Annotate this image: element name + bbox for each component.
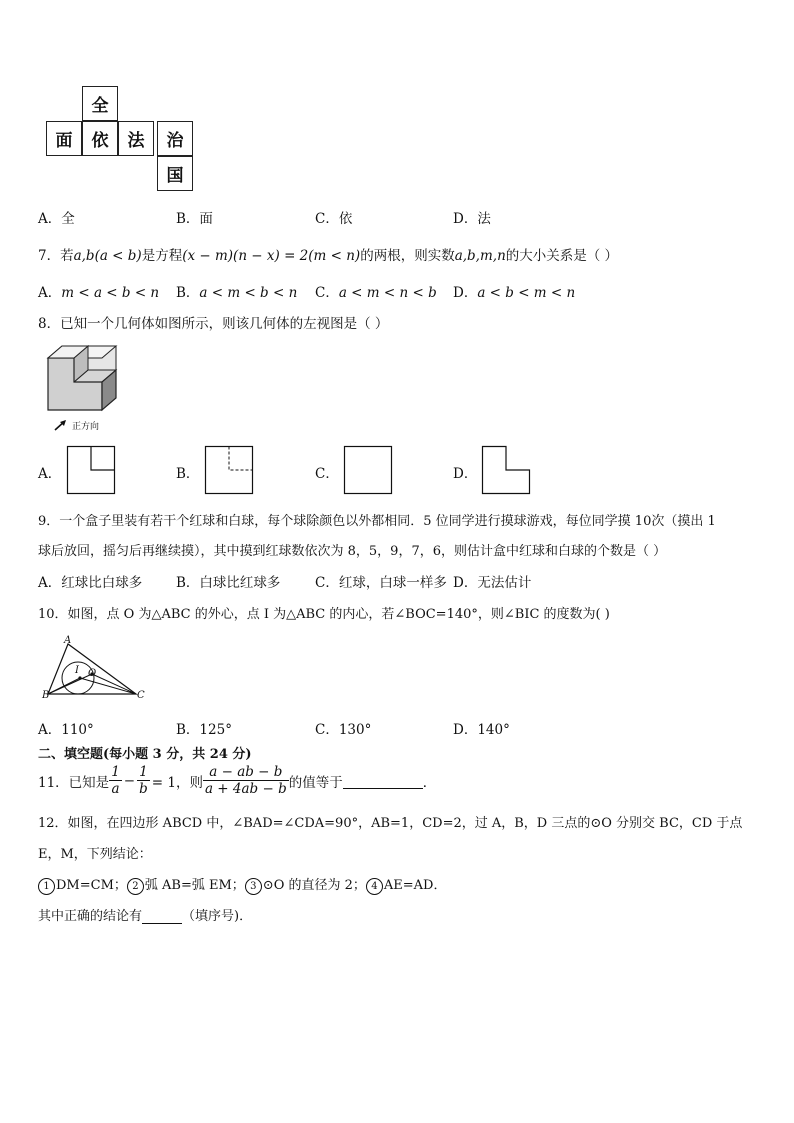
q12-c4-number: 4 [366,878,383,895]
q7-option-b [176,281,297,301]
q7-option-d [453,281,575,301]
q8-option-c-figure [344,446,392,494]
net-cell-guo: 国 [157,156,193,191]
q9-option-d: D．无法估计 [453,575,532,591]
q8-option-d-label: D． [453,466,478,482]
q11-suffix: 的值等于 [288,774,343,791]
q6-option-d: D．法 [453,211,491,227]
q7-option-d-expr: a < b < m < n [477,285,576,301]
q8-option-b-figure [205,446,253,494]
q12-conclusions [38,874,446,895]
q8-solid-figure [44,344,124,414]
q12-c1-text: DM=CM； [56,878,127,893]
q6-option-a: A．全 [38,211,75,227]
q11-minus: − [123,772,136,789]
q7-vars: a,b,m,n [454,248,506,264]
q7-ab: a,b [73,248,95,264]
q8-option-c-label: C． [315,466,339,482]
q11-frac-3-num: a − ab − b [203,764,289,781]
q8-option-a-label: A． [38,466,62,482]
q11-frac-1-den: a [111,781,120,797]
q10-label-i: I [75,665,79,676]
q12-c1-number: 1 [38,878,55,895]
q12-stem-line1: 12．如图，在四边形 ABCD 中，∠BAD=∠CDA=90°，AB=1，CD=2，过 A，B，D 三点的⊙O 分别交 BC，CD 于点 [38,816,743,831]
q6-option-c: C．依 [315,211,353,227]
q11-eq1: = 1，则 [151,774,203,791]
q10-label-c: C [137,690,145,701]
q8-front-label: 正方向 [72,422,100,432]
q7-option-a-label: A． [38,285,62,301]
q12-answer-blank[interactable] [142,908,182,924]
q11-stem [38,764,436,797]
q12-c2-number: 2 [127,878,144,895]
q10-label-a: A [64,635,72,646]
q8-stem: 8．已知一个几何体如图所示，则该几何体的左视图是（ ） [38,316,389,332]
q6-option-b: B．面 [176,211,213,227]
q7-option-d-label: D． [453,285,478,301]
net-cell-zhi: 治 [157,121,193,156]
q9-option-a: A．红球比白球多 [38,575,143,591]
q10-label-o: O [88,668,97,679]
q11-frac-3 [203,764,289,797]
net-cell-yi: 依 [82,121,118,156]
front-direction-arrow-icon [54,419,68,431]
q7-option-b-label: B． [176,285,200,301]
q11-frac-1 [109,764,122,797]
q11-frac-3-den: a + 4ab − b [204,781,287,797]
q7-cond: (a < b) [94,248,142,264]
q7-option-c-label: C． [315,285,339,301]
q7-option-a-expr: m < a < b < n [61,285,160,301]
q11-answer-blank[interactable] [343,772,423,789]
q12-c3-text: ⊙O 的直径为 2； [262,878,366,893]
q7-option-c [315,281,437,301]
net-cell-mian: 面 [46,121,82,156]
q11-frac-2-den: b [139,781,148,797]
q7-mid2: 的两根，则实数 [360,248,455,264]
q10-option-c: C．130° [315,722,372,738]
q7-option-c-expr: a < m < n < b [338,285,437,301]
q12-answer-line [38,905,252,924]
q7-stem [38,244,618,264]
q7-equation: (x − m)(n − x) = 2(m < n) [182,248,361,264]
net-cell-quan: 全 [82,86,118,121]
q8-option-a-figure [67,446,115,494]
q12-c4-text: AE=AD． [383,878,447,893]
q8-option-d-figure [482,446,530,494]
q12-line4-b: （填序号)． [182,909,253,924]
q7-option-b-expr: a < m < b < n [199,285,298,301]
q7-mid1: 是方程 [141,248,183,264]
q11-prefix: 11．已知是 [38,774,110,791]
q11-end: ． [422,774,437,791]
q11-frac-1-num: 1 [111,764,120,780]
q10-stem: 10．如图，点 O 为△ABC 的外心，点 I 为△ABC 的内心，若∠BOC=140°，则∠BIC 的度数为( ) [38,607,610,622]
q11-frac-2 [137,764,150,797]
q11-frac-2-num: 1 [137,764,150,781]
q7-option-a [38,281,159,301]
q12-c3-number: 3 [245,878,262,895]
q12-line4-a: 其中正确的结论有 [38,909,143,924]
q12-stem-line2: E，M，下列结论： [38,847,152,862]
q10-label-b: B [42,690,50,701]
net-cell-fa: 法 [118,121,154,156]
q10-option-d: D．140° [453,722,510,738]
q10-option-b: B．125° [176,722,232,738]
q7-prefix: 7．若 [38,248,74,264]
q10-option-a: A．110° [38,722,94,738]
q9-stem-line2: 球后放回，摇匀后再继续摸），其中摸到红球数依次为 8，5，9，7，6，则估计盒中红球和白球的个数是（ ） [38,544,667,559]
q9-option-b: B．白球比红球多 [176,575,281,591]
q12-c2-text: 弧 AB=弧 EM； [144,878,245,893]
q9-option-c: C．红球，白球一样多 [315,575,447,591]
section-title: 二、填空题(每小题 3 分，共 24 分) [38,747,252,762]
q8-option-b-label: B． [176,466,200,482]
q7-end: 的大小关系是（ ） [505,248,619,264]
q9-stem-line1: 9．一个盒子里装有若干个红球和白球，每个球除颜色以外都相同．5 位同学进行摸球游戏，每位同学摸 10次（摸出 1 [38,514,716,529]
